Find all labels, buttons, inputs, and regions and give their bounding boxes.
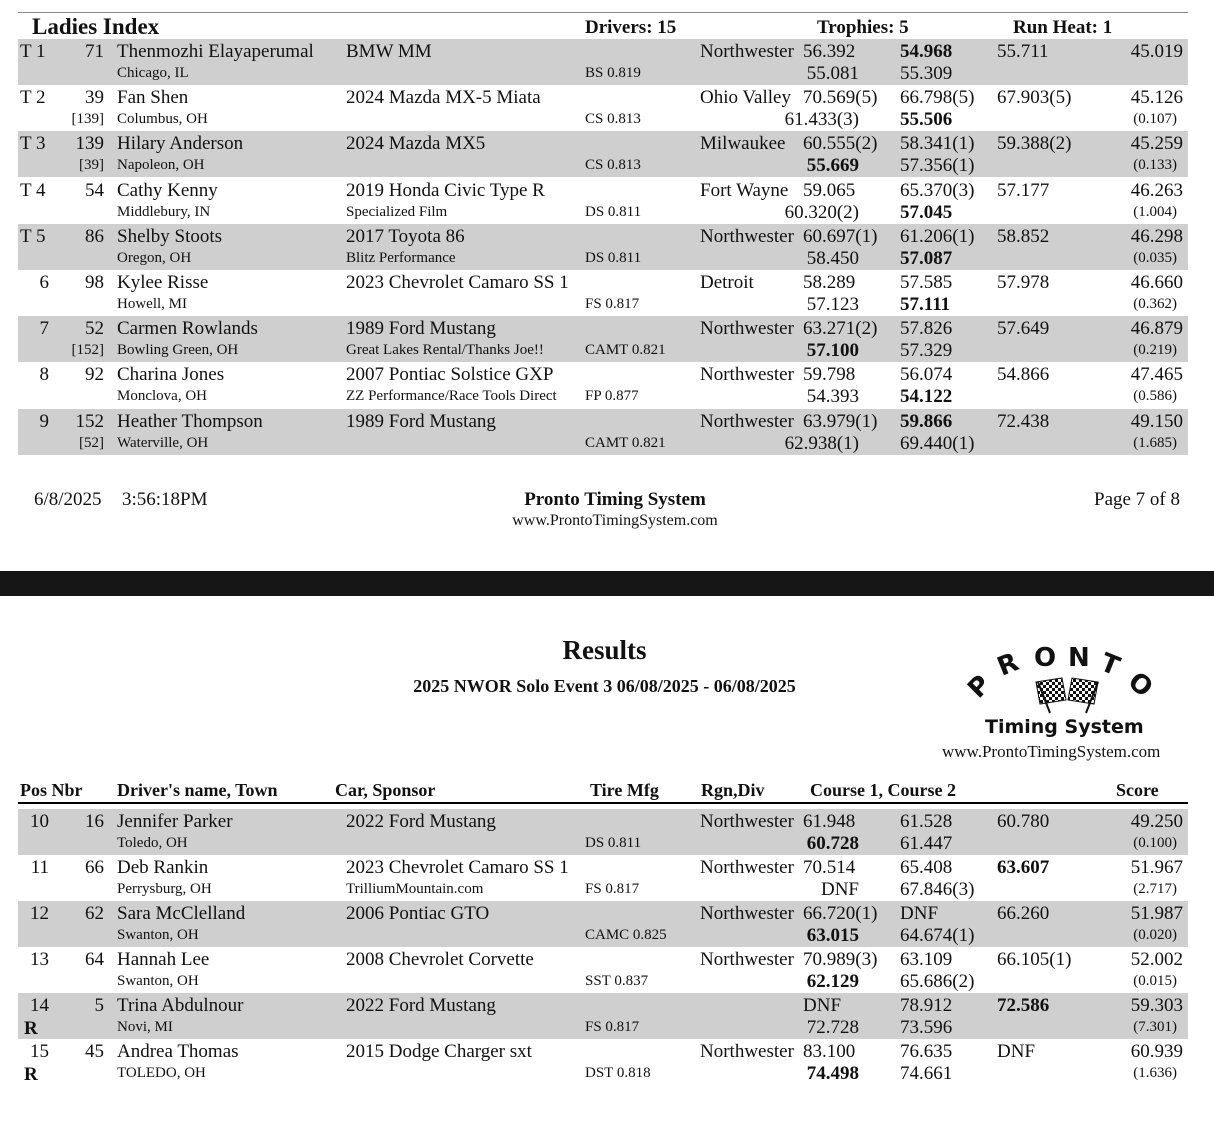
run-time: 63.607 [997, 857, 1050, 878]
driver-name: Sara McClelland [117, 903, 246, 924]
score-diff: (0.035) [1133, 249, 1177, 266]
run-time: 65.370(3) [900, 179, 975, 201]
driver-town: Napoleon, OH [117, 157, 205, 174]
run-time: 60.320(2) [784, 201, 859, 223]
run-time: 67.903(5) [997, 87, 1072, 109]
region: Detroit [700, 272, 754, 293]
trophies-count: Trophies: 5 [817, 17, 909, 38]
car-number: 86 [85, 225, 104, 247]
run-time: 72.586 [997, 995, 1050, 1016]
run-time: 57.111 [900, 294, 951, 315]
driver-town: Columbus, OH [117, 111, 208, 128]
run-time: 58.450 [806, 247, 859, 269]
run-time: 61.948 [803, 811, 856, 832]
logo-letter: R [993, 647, 1023, 683]
car-number: 152 [75, 410, 104, 432]
driver-name: Carmen Rowlands [117, 318, 258, 340]
score: 45.259 [1130, 133, 1183, 155]
logo-letter: O [1121, 666, 1159, 704]
class-index: FP 0.877 [585, 388, 639, 405]
car-number: 98 [85, 272, 104, 293]
class-index: CAMC 0.825 [585, 927, 667, 943]
car-number: 92 [85, 364, 104, 386]
position: 7 [39, 318, 49, 340]
score: 59.303 [1130, 995, 1183, 1016]
score-diff: (0.015) [1133, 973, 1177, 989]
class-index: SST 0.837 [585, 973, 649, 989]
class-index: BS 0.819 [585, 65, 641, 81]
logo-subtitle: Timing System [985, 716, 1144, 738]
driver-name: Jennifer Parker [117, 811, 233, 832]
car-name: 2019 Honda Civic Type R [346, 179, 545, 201]
score-diff: (2.717) [1133, 881, 1177, 897]
car-number: 5 [94, 995, 104, 1016]
driver-town: Toledo, OH [117, 835, 188, 851]
class-index: FS 0.817 [585, 296, 640, 312]
car-number: 139 [75, 133, 104, 155]
score: 46.660 [1130, 272, 1183, 293]
position: T 4 [20, 179, 46, 201]
paired-number: [139] [71, 111, 104, 128]
driver-name: Deb Rankin [117, 857, 209, 878]
region: Fort Wayne [700, 179, 789, 201]
footer-date: 6/8/2025 [34, 489, 102, 510]
car-name: 2007 Pontiac Solstice GXP [346, 364, 554, 386]
score: 49.250 [1130, 811, 1183, 832]
run-time: 70.989(3) [803, 949, 878, 970]
region: Ohio Valley [700, 87, 791, 109]
col-score: Score [1116, 780, 1159, 800]
score: 51.987 [1130, 903, 1183, 924]
run-time: 56.074 [900, 364, 953, 386]
car-name: 2015 Dodge Charger sxt [346, 1041, 532, 1062]
region: Northwester [700, 41, 794, 62]
run-time: 61.528 [900, 811, 953, 832]
run-time: 54.866 [997, 364, 1050, 386]
driver-name: Cathy Kenny [117, 179, 218, 201]
footer-system: Pronto Timing System [524, 489, 706, 510]
run-time: 74.661 [900, 1063, 953, 1084]
driver-name: Trina Abdulnour [117, 995, 244, 1016]
run-time: 59.388(2) [997, 133, 1072, 155]
run-time: 66.105(1) [997, 949, 1072, 970]
driver-town: Chicago, IL [117, 65, 189, 81]
position: 9 [39, 410, 49, 432]
run-time: DNF [820, 879, 859, 900]
score-diff: (0.020) [1133, 927, 1177, 943]
col-pos-nbr: Pos Nbr [20, 780, 83, 800]
region: Northwester [700, 903, 794, 924]
driver-name: Thenmozhi Elayaperumal [117, 41, 314, 62]
run-time: 57.585 [900, 272, 953, 293]
region: Milwaukee [700, 133, 786, 155]
run-time: 65.686(2) [900, 971, 975, 992]
sponsor: Specialized Film [346, 203, 448, 220]
position: 14 [30, 995, 49, 1016]
score: 45.019 [1130, 41, 1183, 62]
driver-name: Kylee Risse [117, 272, 209, 293]
position: 15 [30, 1041, 49, 1062]
car-number: 64 [85, 949, 104, 970]
run-time: 67.846(3) [900, 879, 975, 900]
run-time: 63.979(1) [803, 410, 878, 432]
run-time: 60.728 [806, 833, 859, 854]
car-name: 2006 Pontiac GTO [346, 903, 490, 924]
run-time: 64.674(1) [900, 925, 975, 946]
run-time: 72.438 [997, 410, 1050, 432]
run-time: 54.968 [900, 41, 953, 62]
position: T 1 [20, 41, 46, 62]
score-diff: (7.301) [1133, 1019, 1177, 1035]
run-time: 54.393 [806, 386, 859, 408]
run-time: 63.109 [900, 949, 953, 970]
class-index: CS 0.813 [585, 111, 641, 128]
run-time: DNF [997, 1041, 1036, 1062]
position: T 2 [20, 87, 46, 109]
run-time: DNF [803, 995, 842, 1016]
car-name: 2017 Toyota 86 [346, 225, 465, 247]
paired-number: [152] [71, 342, 104, 359]
class-index: DS 0.811 [585, 249, 642, 266]
region: Northwester [700, 225, 794, 247]
class-index: FS 0.817 [585, 881, 640, 897]
class-index: CAMT 0.821 [585, 342, 666, 359]
driver-name: Charina Jones [117, 364, 225, 386]
sponsor: Great Lakes Rental/Thanks Joe!! [346, 342, 544, 359]
driver-town: Swanton, OH [117, 973, 199, 989]
run-time: 60.555(2) [803, 133, 878, 155]
run-time: 76.635 [900, 1041, 953, 1062]
run-time: 57.826 [900, 318, 953, 340]
run-time: 65.408 [900, 857, 953, 878]
car-name: 1989 Ford Mustang [346, 318, 496, 340]
car-number: 66 [85, 857, 104, 878]
car-number: 16 [85, 811, 104, 832]
run-time: 61.447 [900, 833, 953, 854]
score-diff: (1.636) [1133, 1065, 1177, 1081]
car-number: 54 [85, 179, 104, 201]
footer-page-number: Page 7 of 8 [1094, 489, 1181, 510]
event-title: 2025 NWOR Solo Event 3 06/08/2025 - 06/08/2025 [413, 676, 796, 696]
run-time: 59.798 [803, 364, 856, 386]
run-time: 74.498 [806, 1063, 859, 1084]
run-time: 73.596 [900, 1017, 953, 1038]
col-driver: Driver's name, Town [117, 780, 278, 800]
footer-time: 3:56:18PM [122, 489, 208, 510]
run-time: 55.711 [997, 41, 1049, 62]
rookie-badge: R [24, 1064, 38, 1085]
driver-town: Novi, MI [117, 1019, 173, 1035]
sponsor: TrilliumMountain.com [346, 881, 484, 897]
run-time: 57.087 [900, 247, 953, 269]
run-time: 55.081 [806, 63, 859, 84]
run-heat: Run Heat: 1 [1013, 17, 1113, 38]
car-name: 2022 Ford Mustang [346, 995, 496, 1016]
paired-number: [52] [79, 434, 104, 451]
run-time: 62.129 [806, 971, 859, 992]
region: Northwester [700, 857, 794, 878]
run-time: 59.065 [803, 179, 856, 201]
run-time: 56.392 [803, 41, 856, 62]
col-rgn: Rgn,Div [701, 780, 765, 800]
run-time: 55.506 [900, 109, 953, 131]
car-number: 52 [85, 318, 104, 340]
footer-url[interactable]: www.ProntoTimingSystem.com [512, 512, 718, 529]
score-diff: (0.362) [1133, 296, 1177, 312]
position: T 5 [20, 225, 46, 247]
driver-name: Shelby Stoots [117, 225, 223, 247]
driver-town: Monclova, OH [117, 388, 207, 405]
logo-letter: T [1096, 647, 1124, 683]
run-time: 58.341(1) [900, 133, 975, 155]
position: T 3 [20, 133, 46, 155]
driver-name: Andrea Thomas [117, 1041, 239, 1062]
car-name: 2024 Mazda MX5 [346, 133, 486, 155]
driver-name: Hilary Anderson [117, 133, 244, 155]
score: 49.150 [1130, 410, 1183, 432]
score: 47.465 [1130, 364, 1183, 386]
car-number: 71 [85, 41, 104, 62]
region: Northwester [700, 811, 794, 832]
run-time: 57.356(1) [900, 155, 975, 177]
run-time: 63.015 [806, 925, 859, 946]
position: 6 [39, 272, 49, 293]
header-rule [18, 802, 1188, 804]
run-time: 60.697(1) [803, 225, 878, 247]
run-time: 57.123 [806, 294, 859, 315]
driver-town: Howell, MI [117, 296, 187, 312]
region: Northwester [700, 318, 794, 340]
run-time: 66.798(5) [900, 87, 975, 109]
position: 13 [30, 949, 49, 970]
class-index: DS 0.811 [585, 835, 642, 851]
run-time: 69.440(1) [900, 432, 975, 454]
run-time: 55.669 [806, 155, 859, 177]
logo-letter: O [1034, 643, 1057, 673]
car-name: 2022 Ford Mustang [346, 811, 496, 832]
page-separator [0, 571, 1214, 596]
driver-town: TOLEDO, OH [117, 1065, 206, 1081]
score-diff: (0.219) [1133, 342, 1177, 359]
run-time: DNF [900, 903, 939, 924]
driver-town: Swanton, OH [117, 927, 199, 943]
car-name: 2008 Chevrolet Corvette [346, 949, 534, 970]
top-rule [18, 12, 1188, 13]
sponsor: ZZ Performance/Race Tools Direct [346, 388, 557, 405]
run-time: 57.045 [900, 201, 953, 223]
class-index: CAMT 0.821 [585, 434, 666, 451]
region: Northwester [700, 364, 794, 386]
run-time: 54.122 [900, 386, 953, 408]
run-time: 70.569(5) [803, 87, 878, 109]
logo-url[interactable]: www.ProntoTimingSystem.com [942, 742, 1161, 761]
driver-town: Waterville, OH [117, 434, 209, 451]
pronto-logo [940, 630, 1190, 760]
car-name: 2023 Chevrolet Camaro SS 1 [346, 857, 569, 878]
score-diff: (0.133) [1133, 157, 1177, 174]
score: 52.002 [1130, 949, 1183, 970]
car-number: 45 [85, 1041, 104, 1062]
run-time: 58.289 [803, 272, 856, 293]
driver-town: Middlebury, IN [117, 203, 211, 220]
score-diff: (0.107) [1133, 111, 1177, 128]
run-time: 83.100 [803, 1041, 856, 1062]
class-index: CS 0.813 [585, 157, 641, 174]
position: 10 [30, 811, 49, 832]
region: Northwester [700, 410, 794, 432]
rookie-badge: R [24, 1018, 38, 1039]
run-time: 58.852 [997, 225, 1050, 247]
checkered-flags-icon [1028, 676, 1108, 714]
score: 51.967 [1130, 857, 1183, 878]
car-number: 39 [85, 87, 104, 109]
score: 45.126 [1130, 87, 1183, 109]
score: 60.939 [1130, 1041, 1183, 1062]
logo-letter: N [1068, 643, 1090, 673]
run-time: 57.177 [997, 179, 1050, 201]
run-time: 62.938(1) [784, 432, 859, 454]
car-name: 1989 Ford Mustang [346, 410, 496, 432]
run-time: 66.260 [997, 903, 1050, 924]
car-name: 2024 Mazda MX-5 Miata [346, 87, 541, 109]
col-tire: Tire Mfg [590, 780, 659, 800]
run-time: 57.649 [997, 318, 1050, 340]
run-time: 72.728 [806, 1017, 859, 1038]
driver-town: Bowling Green, OH [117, 342, 239, 359]
drivers-count: Drivers: 15 [585, 17, 677, 38]
run-time: 55.309 [900, 63, 953, 84]
run-time: 61.206(1) [900, 225, 975, 247]
position: 12 [30, 903, 49, 924]
run-time: 57.100 [806, 340, 859, 362]
driver-name: Hannah Lee [117, 949, 210, 970]
class-index: DS 0.811 [585, 203, 642, 220]
position: 11 [30, 857, 49, 878]
col-courses: Course 1, Course 2 [810, 780, 956, 800]
run-time: 57.329 [900, 340, 953, 362]
region: Northwester [700, 949, 794, 970]
score: 46.263 [1130, 179, 1183, 201]
run-time: 61.433(3) [784, 109, 859, 131]
score-diff: (1.685) [1133, 434, 1177, 451]
class-title: Ladies Index [32, 14, 160, 39]
run-time: 70.514 [803, 857, 856, 878]
driver-town: Oregon, OH [117, 249, 192, 266]
driver-town: Perrysburg, OH [117, 881, 212, 897]
car-name: 2023 Chevrolet Camaro SS 1 [346, 272, 569, 293]
car-name: BMW MM [346, 41, 432, 62]
run-time: 78.912 [900, 995, 953, 1016]
logo-letter: P [962, 669, 997, 705]
sponsor: Blitz Performance [346, 249, 456, 266]
driver-name: Fan Shen [117, 87, 189, 109]
score-diff: (0.100) [1133, 835, 1177, 851]
car-number: 62 [85, 903, 104, 924]
class-index: DST 0.818 [585, 1065, 651, 1081]
score-diff: (1.004) [1133, 203, 1177, 220]
run-time: 63.271(2) [803, 318, 878, 340]
score: 46.879 [1130, 318, 1183, 340]
score: 46.298 [1130, 225, 1183, 247]
run-time: 66.720(1) [803, 903, 878, 924]
col-car: Car, Sponsor [335, 780, 436, 800]
paired-number: [39] [79, 157, 104, 174]
position: 8 [39, 364, 49, 386]
region: Northwester [700, 1041, 794, 1062]
score-diff: (0.586) [1133, 388, 1177, 405]
class-index: FS 0.817 [585, 1019, 640, 1035]
driver-name: Heather Thompson [117, 410, 263, 432]
results-title: Results [562, 635, 647, 665]
run-time: 59.866 [900, 410, 953, 432]
run-time: 57.978 [997, 272, 1050, 293]
run-time: 60.780 [997, 811, 1050, 832]
